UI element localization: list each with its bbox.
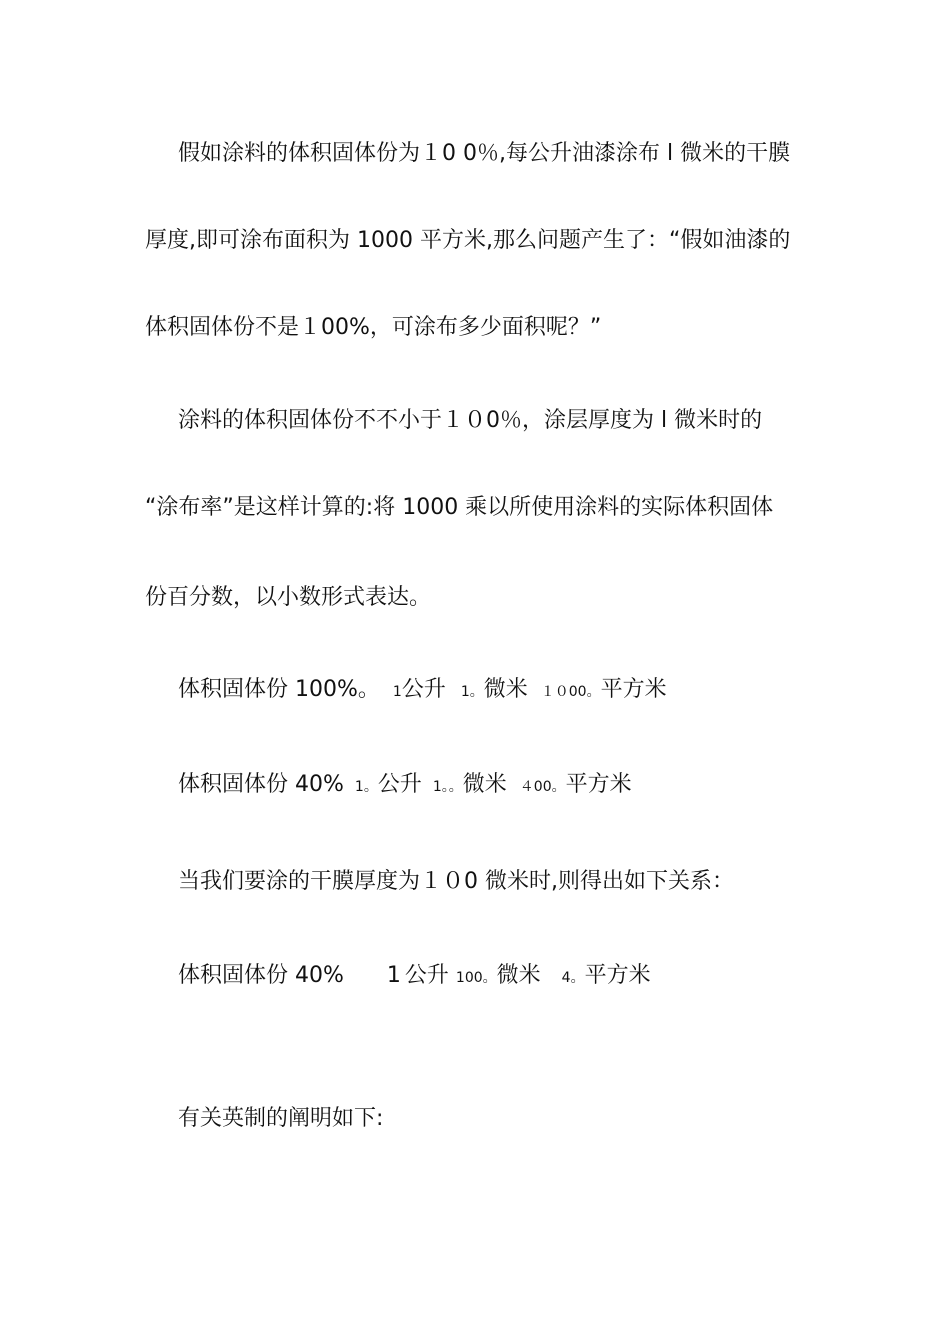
- area-unit: 平方米: [584, 963, 651, 988]
- area-unit: 平方米: [565, 772, 632, 797]
- row-label: 体积固体份 40%: [178, 772, 344, 797]
- area-value: ４00。: [519, 779, 566, 795]
- paragraph-2-line-3: 份百分数，以小数形式表达。: [145, 585, 432, 610]
- table-1-row-2: [178, 770, 632, 802]
- paragraph-1-line-1: 假如涂料的体积固体份为１0 0％,每公升油漆涂布 l 微米的干膜: [178, 141, 791, 166]
- row-label: 体积固体份 100%。: [178, 677, 380, 702]
- volume-value: 1: [392, 684, 402, 700]
- paragraph-3: 当我们要涂的干膜厚度为１０0 微米时,则得出如下关系：: [178, 869, 734, 894]
- paragraph-2-line-1: 涂料的体积固体份不不小于１０0％，涂层厚度为 l 微米时的: [178, 408, 763, 433]
- thickness-value: 1。: [460, 684, 484, 700]
- paragraph-1-line-2: 厚度,即可涂布面积为 1000 平方米,那么问题产生了：“假如油漆的: [145, 228, 791, 253]
- area-unit: 平方米: [600, 677, 667, 702]
- thickness-unit: 微米: [462, 772, 507, 797]
- row-label: 体积固体份 40%: [178, 963, 344, 988]
- area-value: １０00。: [540, 684, 601, 700]
- thickness-unit: 微米: [496, 963, 541, 988]
- volume-unit: 公升: [377, 772, 422, 797]
- volume-unit: 公升: [401, 677, 446, 702]
- thickness-value: 100。: [455, 970, 497, 986]
- volume-unit: 公升: [404, 963, 449, 988]
- area-value: 4。: [561, 970, 585, 986]
- paragraph-4: 有关英制的阐明如下:: [178, 1106, 384, 1131]
- volume-value: 1。: [354, 779, 378, 795]
- volume-value: 1: [386, 963, 401, 988]
- table-1-row-1: [178, 675, 667, 707]
- paragraph-1-line-3: 体积固体份不是１00%，可涂布多少面积呢？”: [145, 315, 602, 340]
- thickness-unit: 微米: [483, 677, 528, 702]
- thickness-value: 1。。: [432, 779, 463, 795]
- paragraph-2-line-2: “涂布率”是这样计算的:将 1000 乘以所使用涂料的实际体积固体: [145, 495, 774, 520]
- table-2-row-1: [178, 961, 651, 993]
